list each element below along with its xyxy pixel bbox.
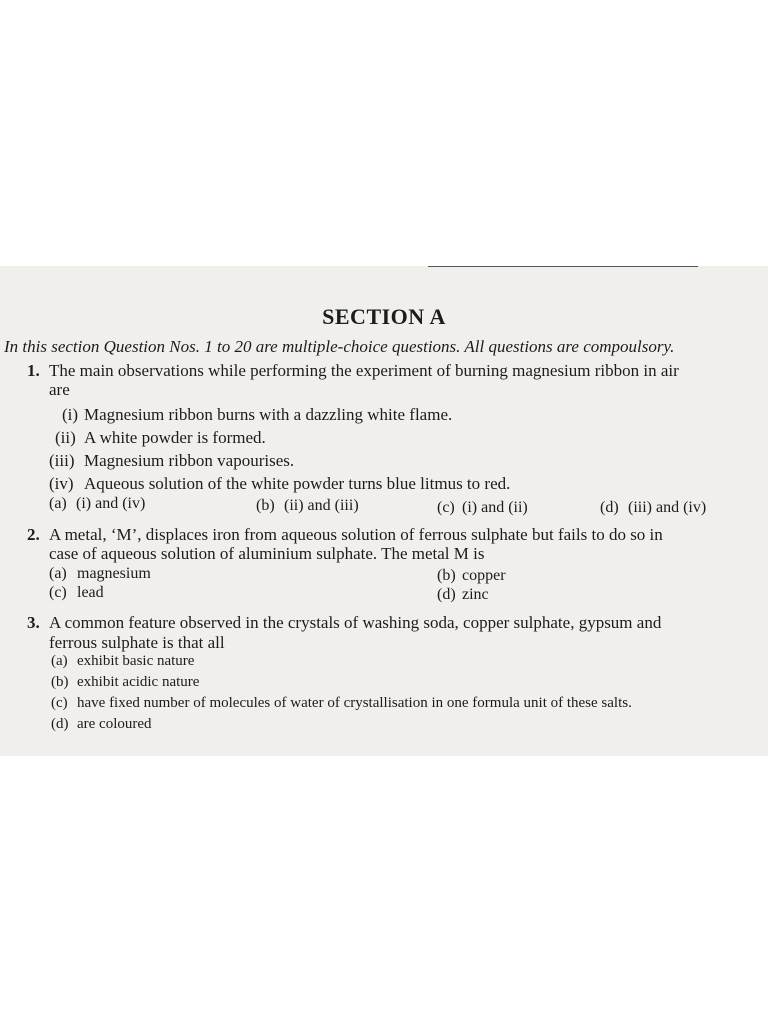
question-text-line-1: A common feature observed in the crystals of washing soda, copper sulphate, gypsum and bbox=[49, 613, 662, 632]
question-text-line-2: case of aqueous solution of aluminium sulphate. The metal M is bbox=[49, 544, 485, 563]
option-label: (d) bbox=[437, 586, 456, 603]
option-text: (iii) and (iv) bbox=[628, 499, 707, 516]
statement-label: (iii) bbox=[49, 451, 75, 470]
option-text: exhibit acidic nature bbox=[77, 674, 200, 690]
option-text: lead bbox=[77, 584, 104, 601]
option-label: (a) bbox=[49, 565, 67, 582]
option-label: (a) bbox=[49, 495, 67, 512]
question-number: 1. bbox=[27, 361, 40, 380]
option-label: (a) bbox=[51, 653, 68, 669]
statement-text: Magnesium ribbon burns with a dazzling white flame. bbox=[84, 405, 453, 424]
option-text: have fixed number of molecules of water of crystallisation in one formula unit of these salts. bbox=[77, 695, 632, 711]
statement-text: A white powder is formed. bbox=[84, 428, 266, 447]
question-text-line-1: The main observations while performing the experiment of burning magnesium ribbon in air bbox=[49, 361, 679, 380]
statement-label: (iv) bbox=[49, 474, 74, 493]
option-text: (ii) and (iii) bbox=[284, 497, 359, 514]
question-number: 3. bbox=[27, 613, 40, 632]
question-number: 2. bbox=[27, 525, 40, 544]
section-instructions: In this section Question Nos. 1 to 20 are multiple-choice questions. All questions are compoulsory. bbox=[4, 337, 675, 356]
statement-text: Aqueous solution of the white powder turns blue litmus to red. bbox=[84, 474, 511, 493]
section-title: SECTION A bbox=[322, 304, 446, 329]
question-text-line-1: A metal, ‘M’, displaces iron from aqueous solution of ferrous sulphate but fails to do so in bbox=[49, 525, 663, 544]
option-label: (b) bbox=[256, 497, 275, 514]
option-label: (b) bbox=[437, 567, 456, 584]
statement-label: (ii) bbox=[55, 428, 76, 447]
statement-text: Magnesium ribbon vapourises. bbox=[84, 451, 295, 470]
option-label: (b) bbox=[51, 674, 69, 690]
top-rule-line bbox=[428, 266, 698, 267]
option-text: copper bbox=[462, 567, 506, 584]
question-text-line-2: are bbox=[49, 380, 70, 399]
statement-label: (i) bbox=[62, 405, 79, 424]
option-label: (c) bbox=[437, 499, 455, 516]
option-text: magnesium bbox=[77, 565, 151, 582]
option-text: exhibit basic nature bbox=[77, 653, 195, 669]
option-label: (c) bbox=[49, 584, 67, 601]
option-text: zinc bbox=[462, 586, 489, 603]
option-text: (i) and (iv) bbox=[76, 495, 146, 512]
option-label: (c) bbox=[51, 695, 68, 711]
option-text: (i) and (ii) bbox=[462, 499, 528, 516]
option-label: (d) bbox=[600, 499, 619, 516]
question-text-line-2: ferrous sulphate is that all bbox=[49, 633, 225, 652]
option-text: are coloured bbox=[77, 716, 152, 732]
option-label: (d) bbox=[51, 716, 69, 732]
